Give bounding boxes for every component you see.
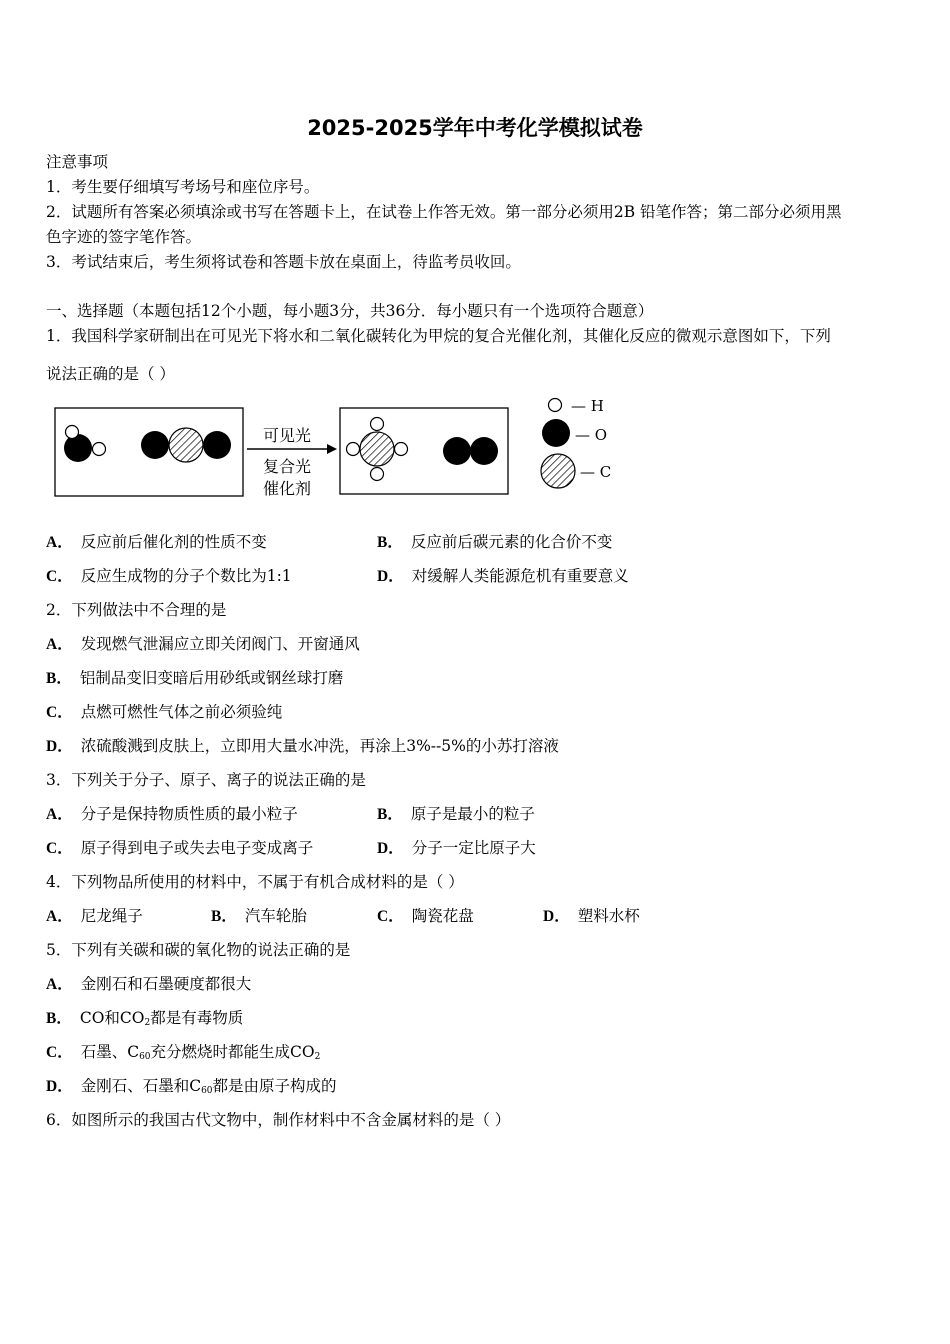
- q4-option-c: C． 陶瓷花盘: [377, 907, 474, 925]
- legend-oxygen-label: — O: [575, 426, 608, 444]
- q5-stem: 5．下列有关碳和碳的氧化物的说法正确的是: [46, 941, 351, 959]
- q2-option-d: D． 浓硫酸溅到皮肤上，立即用大量水冲洗，再涂上3%--5%的小苏打溶液: [46, 737, 559, 755]
- q5-option-b: B． CO和$CO_2$都是有毒物质: [46, 1009, 244, 1028]
- water-oxygen-atom: [64, 434, 92, 462]
- co2-carbon-atom: [169, 428, 203, 462]
- methane-hydrogen-atom: [371, 468, 384, 481]
- q1-stem: 1．我国科学家研制出在可见光下将水和二氧化碳转化为甲烷的复合光催化剂，其催化反应的微观示意图如下，下列: [46, 327, 831, 345]
- section-heading: 一、选择题（本题包括12个小题，每小题3分，共36分．每小题只有一个选项符合题意）: [46, 302, 654, 320]
- co2-oxygen-atom: [141, 431, 169, 459]
- page-title: 2025-2025学年中考化学模拟试卷: [307, 116, 643, 140]
- notice-item-3: 3．考试结束后，考生须将试卷和答题卡放在桌面上，待监考员收回。: [46, 253, 521, 271]
- methane-carbon-atom: [360, 432, 394, 466]
- q5-option-d: D． 金刚石、石墨和$C_{60}$都是由原子构成的: [46, 1077, 337, 1096]
- q2-option-a: A． 发现燃气泄漏应立即关闭阀门、开窗通风: [46, 635, 360, 653]
- q3-stem: 3．下列关于分子、原子、离子的说法正确的是: [46, 771, 366, 789]
- q2-stem: 2．下列做法中不合理的是: [46, 601, 227, 619]
- q2-option-b: B． 铝制品变旧变暗后用砂纸或钢丝球打磨: [46, 669, 344, 687]
- q5-option-a: A． 金刚石和石墨硬度都很大: [46, 975, 252, 993]
- q4-stem: 4．下列物品所使用的材料中，不属于有机合成材料的是（ ）: [46, 873, 464, 891]
- oxygen-molecule-atom: [443, 437, 471, 465]
- q6-stem: 6．如图所示的我国古代文物中，制作材料中不含金属材料的是（ ）: [46, 1111, 511, 1129]
- legend-carbon-label: — C: [580, 463, 612, 481]
- q1-option-b: B． 反应前后碳元素的化合价不变: [377, 533, 613, 551]
- methane-hydrogen-atom: [395, 443, 408, 456]
- notice-item-2-cont: 色字迹的签字笔作答。: [46, 228, 202, 246]
- q4-option-a: A． 尼龙绳子: [46, 907, 143, 925]
- legend-hydrogen-icon: [549, 399, 562, 412]
- arrow-label-top: 可见光: [262, 426, 312, 445]
- arrow-head: [327, 444, 337, 454]
- q2-option-c: C． 点燃可燃性气体之前必须验纯: [46, 703, 283, 721]
- methane-hydrogen-atom: [371, 418, 384, 431]
- q3-option-a: A． 分子是保持物质性质的最小粒子: [46, 805, 298, 823]
- methane-hydrogen-atom: [347, 443, 360, 456]
- q1-option-a: A． 反应前后催化剂的性质不变: [46, 533, 267, 551]
- q5-option-c: C． 石墨、$C_{60}$充分燃烧时都能生成$CO_2$: [46, 1043, 321, 1062]
- reaction-diagram: [50, 393, 630, 503]
- notice-item-2: 2．试题所有答案必须填涂或书写在答题卡上，在试卷上作答无效。第一部分必须用2B 铅笔作答；第二部分必须用黑: [46, 203, 842, 221]
- q1-option-d: D． 对缓解人类能源危机有重要意义: [377, 567, 629, 585]
- q4-option-b: B． 汽车轮胎: [211, 907, 307, 925]
- q1-stem-cont: 说法正确的是（ ）: [46, 365, 175, 383]
- water-hydrogen-atom: [93, 443, 106, 456]
- q3-option-c: C． 原子得到电子或失去电子变成离子: [46, 839, 314, 857]
- oxygen-molecule-atom: [470, 437, 498, 465]
- arrow-label-bottom-1: 复合光: [262, 457, 312, 476]
- legend-carbon-icon: [541, 454, 575, 488]
- q1-option-c: C． 反应生成物的分子个数比为1:1: [46, 567, 292, 585]
- notice-item-1: 1．考生要仔细填写考场号和座位序号。: [46, 178, 320, 196]
- water-hydrogen-atom: [66, 426, 79, 439]
- legend-oxygen-icon: [542, 419, 570, 447]
- q3-option-d: D． 分子一定比原子大: [377, 839, 536, 857]
- q3-option-b: B． 原子是最小的粒子: [377, 805, 535, 823]
- arrow-label-bottom-2: 催化剂: [262, 479, 312, 498]
- notice-heading: 注意事项: [46, 153, 109, 171]
- co2-oxygen-atom: [203, 431, 231, 459]
- legend-hydrogen-label: — H: [571, 397, 604, 415]
- q4-option-d: D． 塑料水杯: [543, 907, 640, 925]
